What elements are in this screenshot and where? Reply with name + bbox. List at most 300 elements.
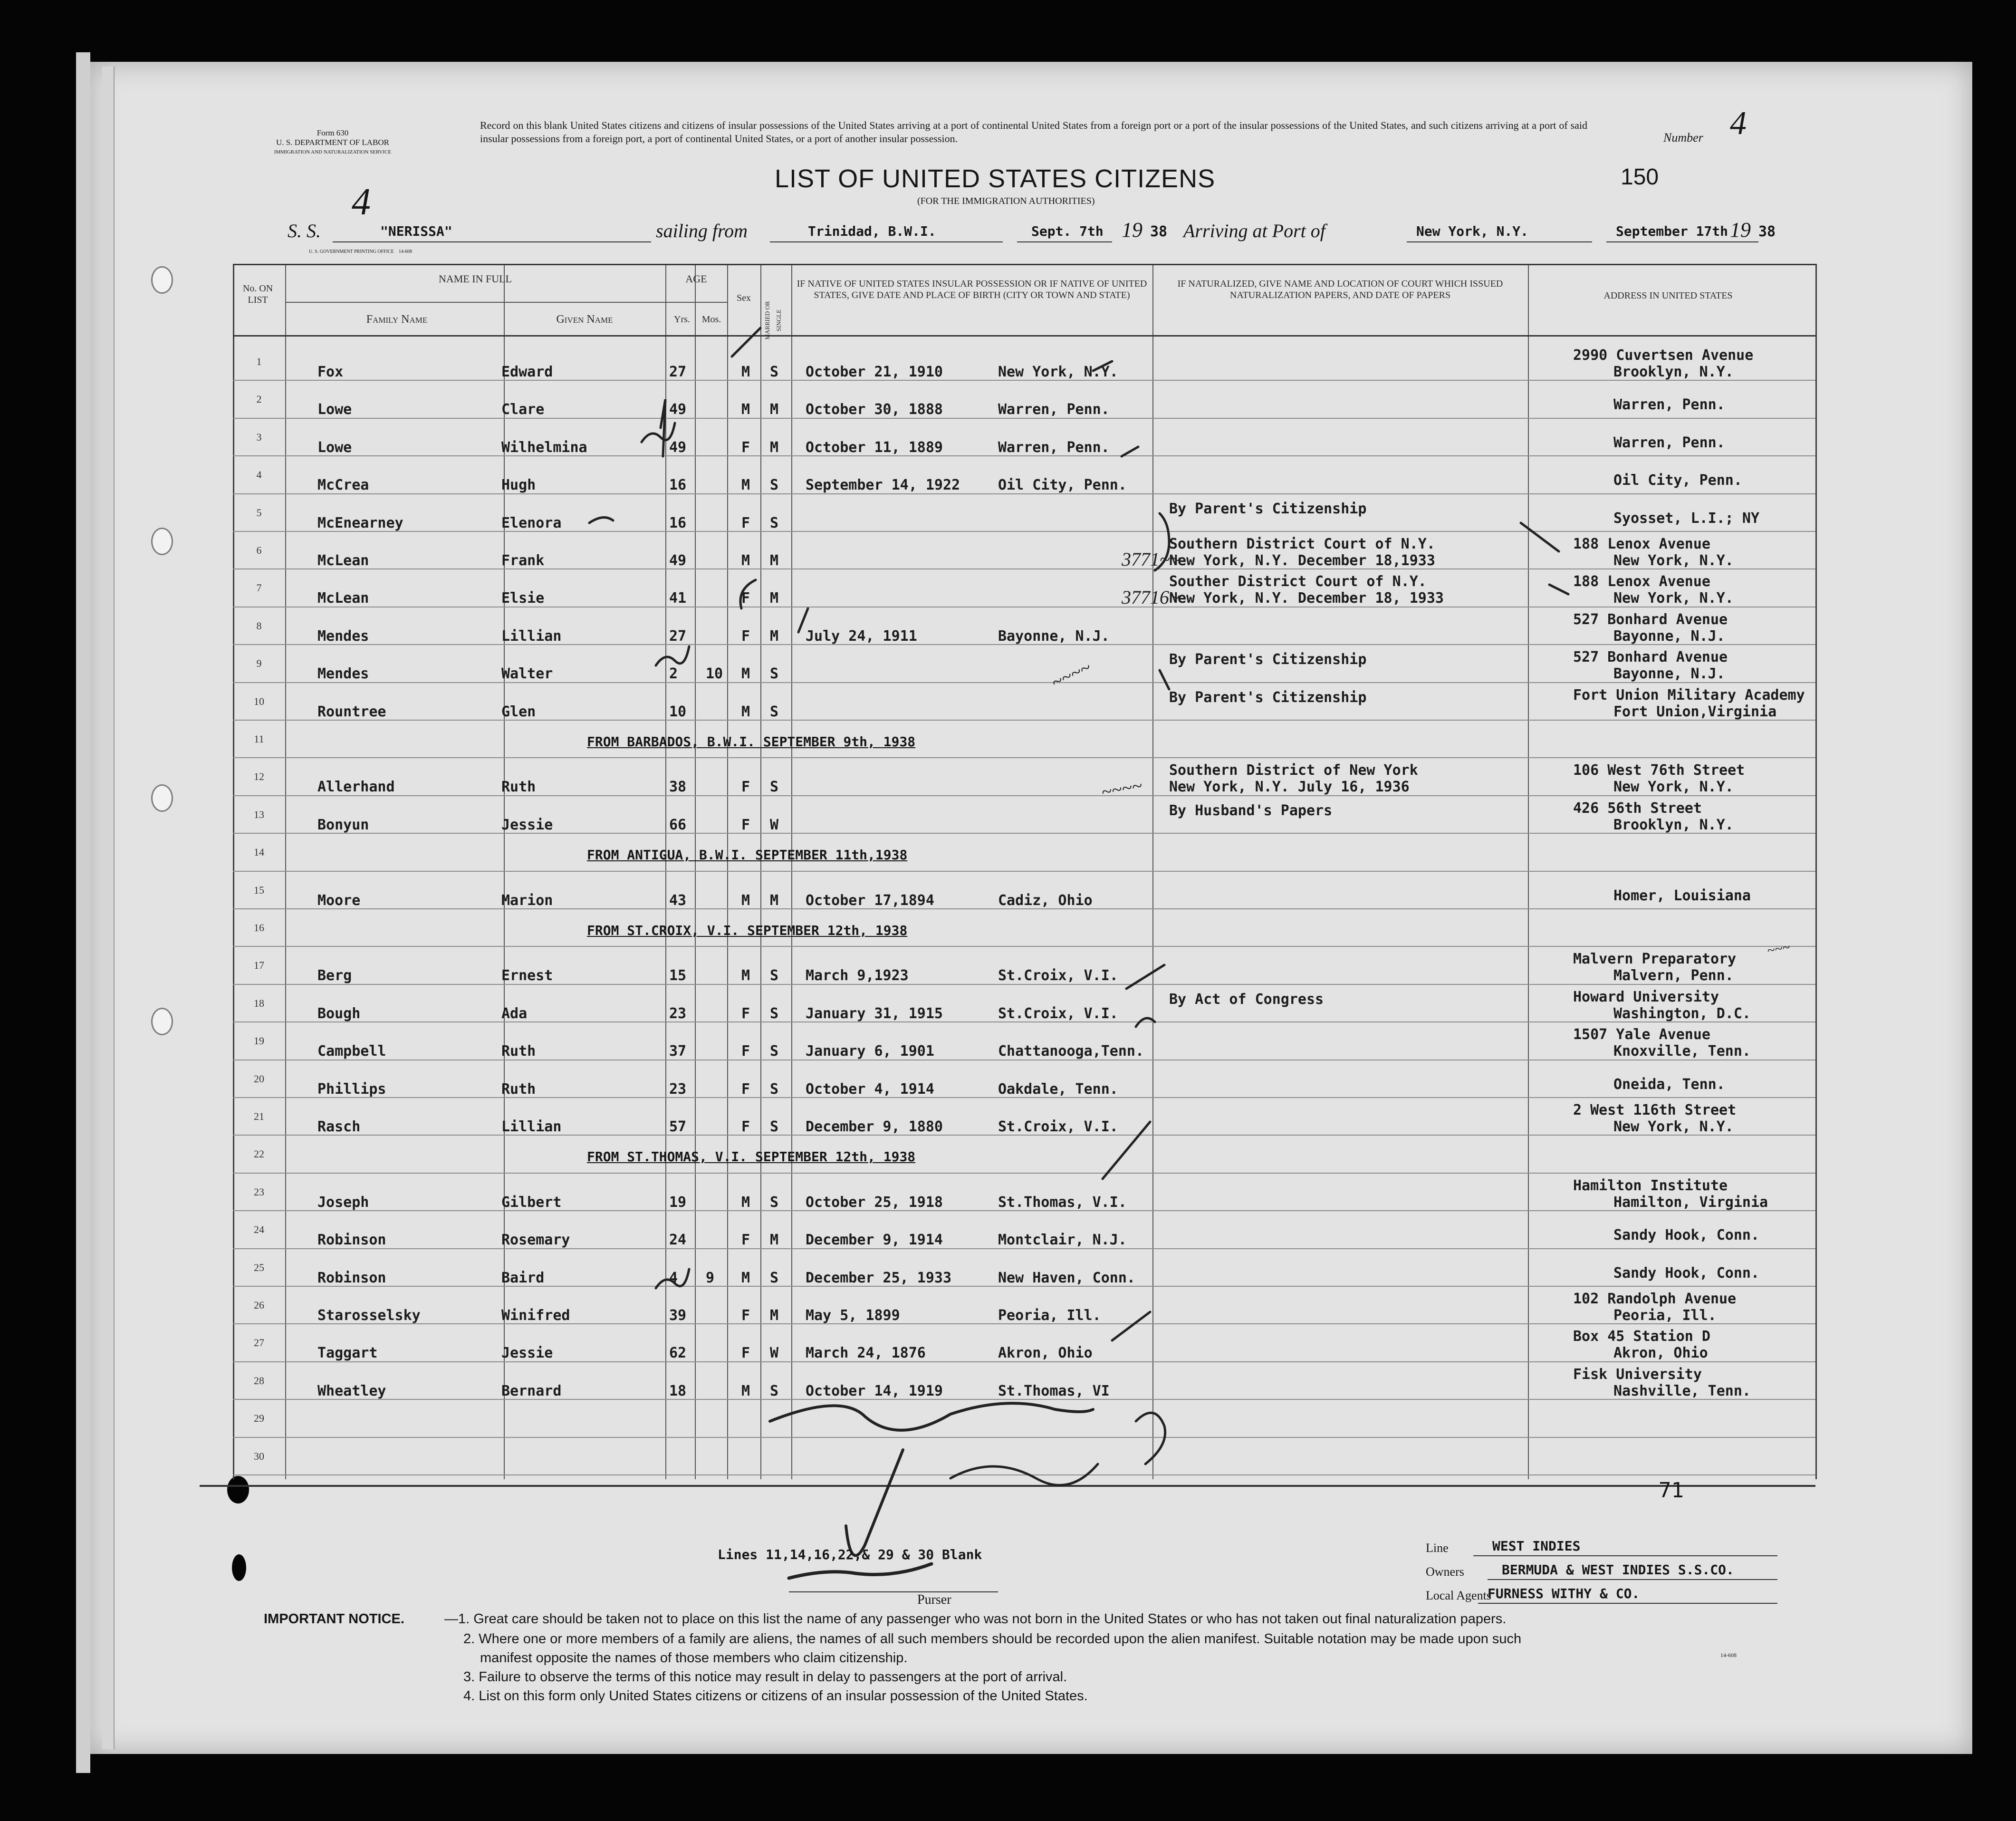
naturalization-court: By Parent's Citizenship: [1169, 689, 1367, 706]
given-name: Clare: [501, 401, 545, 418]
address-line-2: Malvern, Penn.: [1613, 967, 1734, 984]
purser-signature: [789, 1564, 931, 1578]
agents-label: Local Agents: [1426, 1589, 1491, 1602]
birth-date: December 25, 1933: [806, 1269, 952, 1286]
naturalization-court: By Husband's Papers: [1169, 802, 1333, 819]
line-label: Line: [1426, 1541, 1449, 1555]
row-number: 5: [256, 506, 262, 519]
address-line-1: Syosset, L.I.; NY: [1613, 510, 1760, 527]
address-line-2: Akron, Ohio: [1613, 1345, 1708, 1362]
family-name: Lowe: [317, 439, 352, 456]
address-line-2: New York, N.Y.: [1613, 779, 1734, 796]
family-name: Rasch: [317, 1118, 361, 1135]
address-line-1: Fort Union Military Academy: [1573, 686, 1805, 703]
address-line-1: Fisk University: [1573, 1366, 1702, 1383]
birth-date: October 4, 1914: [806, 1080, 934, 1098]
marital-status: M: [770, 590, 779, 607]
sex: F: [741, 590, 750, 607]
birth-date: May 5, 1899: [806, 1307, 900, 1324]
header-sex: Sex: [737, 293, 751, 303]
notice-item-2: 2. Where one or more members of a family are aliens, the names of all such members should be recorded upon the alien manifest. Suitable notation may be made upon such: [463, 1631, 1522, 1647]
row-number: 25: [254, 1261, 264, 1273]
sex: F: [741, 1345, 750, 1362]
sex: F: [741, 1232, 750, 1249]
birth-place: Bayonne, N.J.: [998, 627, 1110, 645]
address-line-1: Hamilton Institute: [1573, 1177, 1728, 1194]
check-mark: [1103, 1122, 1150, 1179]
sex: M: [741, 665, 750, 683]
birth-place: Montclair, N.J.: [998, 1232, 1127, 1249]
sex: F: [741, 1080, 750, 1098]
department: U. S. DEPARTMENT OF LABOR: [276, 138, 389, 147]
birth-date: October 30, 1888: [806, 401, 943, 418]
family-name: Bonyun: [317, 816, 369, 833]
header-name-in-full: NAME IN FULL: [439, 273, 512, 285]
header-naturalized: IF NATURALIZED, GIVE NAME AND LOCATION OF COURT WHICH ISSUED NATURALIZATION PAPERS, AND DATE OF PAPERS: [1177, 279, 1503, 300]
birth-place: Akron, Ohio: [998, 1345, 1093, 1362]
marital-status: M: [770, 552, 779, 569]
family-name: Allerhand: [317, 779, 395, 796]
check-mark: [1136, 1018, 1155, 1027]
given-name: Elsie: [501, 590, 545, 607]
handwritten-note: ~~~~: [1047, 656, 1094, 694]
notice-title: IMPORTANT NOTICE.: [264, 1611, 404, 1627]
given-name: Winifred: [501, 1307, 570, 1324]
check-mark: [1126, 965, 1164, 989]
signature: [1136, 1413, 1165, 1464]
form-title: LIST OF UNITED STATES CITIZENS: [775, 164, 1216, 193]
birth-date: January 31, 1915: [806, 1005, 943, 1022]
family-name: Moore: [317, 892, 361, 909]
owners-label: Owners: [1426, 1565, 1464, 1579]
row-number: 21: [254, 1110, 264, 1122]
given-name: Wilhelmina: [501, 439, 587, 456]
check-mark: [1521, 523, 1559, 551]
age-years: 16: [669, 477, 687, 494]
form-subtitle: (FOR THE IMMIGRATION AUTHORITIES): [917, 196, 1095, 206]
address-line-1: Howard University: [1573, 988, 1719, 1005]
printing-office: U. S. GOVERNMENT PRINTING OFFICE: [309, 249, 394, 254]
birth-place: New Haven, Conn.: [998, 1269, 1135, 1286]
age-years: 27: [669, 364, 687, 380]
row-number: 29: [254, 1412, 264, 1425]
arrival-date: September 17th: [1616, 223, 1728, 239]
address-line-2: Knoxville, Tenn.: [1613, 1043, 1751, 1060]
family-name: Mendes: [317, 665, 369, 683]
sex: F: [741, 627, 750, 645]
address-line-2: Nashville, Tenn.: [1613, 1382, 1751, 1399]
address-line-2: Hamilton, Virginia: [1613, 1194, 1768, 1211]
address-line-1: Oneida, Tenn.: [1613, 1076, 1725, 1093]
line-value: WEST INDIES: [1492, 1538, 1581, 1554]
given-name: Ernest: [501, 967, 553, 984]
marital-status: M: [770, 1307, 779, 1324]
birth-date: December 9, 1914: [806, 1232, 943, 1249]
given-name: Elenora: [501, 514, 562, 531]
marital-status: S: [770, 514, 779, 531]
birth-date: March 24, 1876: [806, 1345, 926, 1362]
address-line-1: Malvern Preparatory: [1573, 951, 1737, 968]
page-number: 71: [1659, 1478, 1684, 1503]
section-heading: FROM ANTIGUA, B.W.I. SEPTEMBER 11th,1938: [587, 847, 908, 863]
address-line-2: Brooklyn, N.Y.: [1613, 816, 1734, 833]
family-name: Starosselsky: [317, 1307, 421, 1324]
sailing-from: Trinidad, B.W.I.: [808, 223, 936, 239]
marital-status: M: [770, 627, 779, 645]
family-name: McLean: [317, 552, 369, 569]
row-number: 4: [256, 469, 262, 481]
check-mark: [1122, 447, 1138, 456]
address-line-2: Peoria, Ill.: [1613, 1307, 1717, 1324]
address-line-1: Box 45 Station D: [1573, 1328, 1710, 1345]
address-line-1: Warren, Penn.: [1613, 396, 1725, 414]
row-number: 6: [256, 544, 262, 556]
family-name: Fox: [317, 364, 344, 380]
sex: M: [741, 967, 750, 984]
address-line-1: Homer, Louisiana: [1613, 887, 1751, 904]
given-name: Ruth: [501, 1080, 536, 1098]
family-name: McLean: [317, 590, 369, 607]
family-name: McEnearney: [317, 514, 403, 531]
sex: M: [741, 477, 750, 494]
given-name: Ruth: [501, 779, 536, 796]
marital-status: S: [770, 1382, 779, 1399]
address-line-2: Bayonne, N.J.: [1613, 665, 1725, 683]
check-mark: [1112, 1312, 1150, 1340]
birth-date: January 6, 1901: [806, 1043, 934, 1060]
age-years: 49: [669, 552, 687, 569]
address-line-1: Warren, Penn.: [1613, 434, 1725, 451]
section-heading: FROM ST.THOMAS, V.I. SEPTEMBER 12th, 1938: [587, 1149, 916, 1165]
notice-item-1: —1. Great care should be taken not to place on this list the name of any passenger who was not born in the United States or who has not taken out final naturalization papers.: [444, 1611, 1507, 1627]
service-name: IMMIGRATION AND NATURALIZATION SERVICE: [274, 149, 392, 155]
age-years: 24: [669, 1232, 687, 1249]
marital-status: M: [770, 439, 779, 456]
ship-name: "NERISSA": [380, 223, 452, 239]
marital-status: M: [770, 1232, 779, 1249]
given-name: Hugh: [501, 477, 536, 494]
handwritten-initial: [656, 646, 689, 665]
family-name: Robinson: [317, 1232, 386, 1249]
given-name: Jessie: [501, 816, 553, 833]
naturalization-date: New York, N.Y. December 18,1933: [1169, 552, 1435, 569]
family-name: Lowe: [317, 401, 352, 418]
sailing-from-label: sailing from: [656, 220, 748, 241]
family-name: Berg: [317, 967, 352, 984]
check-mark: [732, 328, 760, 356]
birth-place: St.Thomas, VI: [998, 1382, 1110, 1399]
given-name: Ruth: [501, 1043, 536, 1060]
row-number: 14: [254, 846, 264, 858]
family-name: McCrea: [317, 477, 369, 494]
marital-status: S: [770, 364, 779, 380]
handwritten-note: 37716~: [1122, 587, 1180, 608]
address-line-2: New York, N.Y.: [1613, 552, 1734, 569]
naturalization-date: New York, N.Y. December 18, 1933: [1169, 590, 1444, 607]
given-name: Lillian: [501, 1118, 562, 1135]
sex: M: [741, 364, 750, 380]
header-address: ADDRESS IN UNITED STATES: [1603, 290, 1733, 301]
row-number: 2: [256, 393, 262, 405]
sex: M: [741, 401, 750, 418]
birth-date: October 17,1894: [806, 892, 934, 909]
birth-place: St.Thomas, V.I.: [998, 1194, 1127, 1211]
signature: [770, 1403, 1093, 1430]
address-line-1: 106 West 76th Street: [1573, 762, 1745, 779]
row-number: 8: [256, 619, 262, 632]
birth-place: Chattanooga,Tenn.: [998, 1043, 1144, 1060]
family-name: Mendes: [317, 627, 369, 645]
given-name: Lillian: [501, 627, 562, 645]
row-number: 10: [254, 695, 264, 707]
notice-item-2-cont: manifest opposite the names of those members who claim citizenship.: [480, 1650, 908, 1666]
address-line-1: 2990 Cuvertsen Avenue: [1573, 347, 1754, 364]
check-mark: [1093, 361, 1112, 371]
row-number: 28: [254, 1374, 264, 1387]
form-instructions: Record on this blank United States citizens and citizens of insular possessions of the United States arriving at a port of continental United States from a foreign port or a port of the insular possessions of the United States, and such citizens arriving at a port of said insular possessions from a foreign port, a port of continental United States, or a port of another insular possession.: [480, 119, 1587, 145]
address-line-2: Fort Union,Virginia: [1613, 703, 1777, 720]
address-line-2: Brooklyn, N.Y.: [1613, 364, 1734, 380]
age-years: 41: [669, 590, 687, 607]
age-years: 49: [669, 439, 687, 456]
address-line-1: 102 Randolph Avenue: [1573, 1291, 1737, 1307]
printing-code: 14-608: [398, 249, 413, 254]
address-line-1: Oil City, Penn.: [1613, 472, 1742, 489]
age-years: 37: [669, 1043, 687, 1060]
birth-place: Oil City, Penn.: [998, 477, 1127, 494]
birth-date: December 9, 1880: [806, 1118, 943, 1135]
age-years: 19: [669, 1194, 687, 1211]
given-name: Bernard: [501, 1382, 562, 1399]
row-number: 1: [256, 356, 262, 367]
check-mark: [1549, 585, 1568, 594]
age-years: 43: [669, 892, 687, 909]
sex: M: [741, 552, 750, 569]
given-name: Frank: [501, 552, 545, 569]
given-name: Jessie: [501, 1345, 553, 1362]
row-number: 16: [254, 922, 264, 934]
sex: F: [741, 1118, 750, 1135]
sex: M: [741, 703, 750, 720]
marital-status: S: [770, 1194, 779, 1211]
naturalization-court: Southern District Court of N.Y.: [1169, 536, 1435, 552]
blank-lines-note: Lines 11,14,16,22,& 29 & 30 Blank: [718, 1547, 982, 1562]
section-heading: FROM ST.CROIX, V.I. SEPTEMBER 12th, 1938: [587, 923, 908, 938]
family-name: Joseph: [317, 1194, 369, 1211]
birth-place: St.Croix, V.I.: [998, 967, 1118, 984]
header-given-name: Given Name: [556, 313, 613, 326]
naturalization-court: By Parent's Citizenship: [1169, 500, 1367, 517]
section-heading: FROM BARBADOS, B.W.I. SEPTEMBER 9th, 1938: [587, 734, 916, 750]
purser-label: Purser: [917, 1592, 951, 1607]
sailing-date: Sept. 7th: [1031, 223, 1104, 239]
notice-item-3: 3. Failure to observe the terms of this notice may result in delay to passengers at the port of arrival.: [463, 1669, 1067, 1685]
age-years: 2: [669, 665, 678, 683]
address-line-2: New York, N.Y.: [1613, 1118, 1734, 1135]
number-label: Number: [1663, 131, 1703, 145]
address-line-1: Sandy Hook, Conn.: [1613, 1227, 1760, 1244]
handwritten-note: 3771~~: [1122, 549, 1181, 570]
birth-date: October 25, 1918: [806, 1194, 943, 1211]
family-name: Taggart: [317, 1345, 378, 1362]
address-line-1: 426 56th Street: [1573, 800, 1702, 817]
row-number: 20: [254, 1072, 264, 1085]
birth-date: September 14, 1922: [806, 477, 960, 494]
handwritten-initial: [656, 1269, 689, 1288]
marital-status: M: [770, 892, 779, 909]
marital-status: S: [770, 1043, 779, 1060]
header-married-or-single: MARRIED OR SINGLE: [764, 301, 782, 340]
row-number: 19: [254, 1035, 264, 1047]
handwritten-initial: [642, 423, 675, 442]
address-line-1: 2 West 116th Street: [1573, 1102, 1737, 1118]
age-years: 57: [669, 1118, 687, 1135]
age-years: 23: [669, 1080, 687, 1098]
birth-date: October 14, 1919: [806, 1382, 943, 1399]
marital-status: S: [770, 1005, 779, 1022]
given-name: Marion: [501, 892, 553, 909]
handwritten-note: ~~~: [1766, 939, 1792, 959]
notice-item-4: 4. List on this form only United States citizens or citizens of an insular possession of the United States.: [463, 1688, 1088, 1704]
naturalization-court: Souther District Court of N.Y.: [1169, 573, 1427, 590]
check-mark: [740, 580, 756, 608]
naturalization-court: Southern District of New York: [1169, 762, 1418, 779]
row-number: 11: [254, 733, 264, 745]
family-name: Robinson: [317, 1269, 386, 1286]
address-line-1: 188 Lenox Avenue: [1573, 573, 1710, 590]
arrival-port: New York, N.Y.: [1416, 223, 1529, 239]
row-number: 24: [254, 1224, 264, 1236]
bracket: [661, 399, 665, 456]
marital-status: M: [770, 401, 779, 418]
naturalization-court: By Parent's Citizenship: [1169, 651, 1367, 668]
naturalization-date: New York, N.Y. July 16, 1936: [1169, 779, 1410, 796]
row-number: 22: [254, 1148, 264, 1160]
sex: F: [741, 816, 750, 833]
marital-status: S: [770, 477, 779, 494]
sailing-year: 38: [1150, 223, 1168, 240]
given-name: Glen: [501, 703, 536, 720]
marital-status: W: [770, 1345, 779, 1362]
age-years: 66: [669, 816, 687, 833]
marital-status: W: [770, 816, 779, 833]
stamp-number: 150: [1621, 164, 1659, 190]
row-number: 30: [254, 1450, 264, 1462]
address-line-2: Washington, D.C.: [1613, 1005, 1751, 1022]
sex: M: [741, 892, 750, 909]
row-number: 9: [256, 657, 262, 670]
birth-place: Oakdale, Tenn.: [998, 1080, 1118, 1098]
birth-date: October 11, 1889: [806, 439, 943, 456]
given-name: Gilbert: [501, 1194, 562, 1211]
sex: F: [741, 1043, 750, 1060]
family-name: Rountree: [317, 703, 386, 720]
age-years: 39: [669, 1307, 687, 1324]
address-line-1: 1507 Yale Avenue: [1573, 1026, 1710, 1043]
ss-handwritten: 4: [352, 181, 371, 223]
marital-status: S: [770, 1080, 779, 1098]
family-name: Wheatley: [317, 1382, 386, 1399]
sex: F: [741, 514, 750, 531]
birth-place: St.Croix, V.I.: [998, 1005, 1118, 1022]
handwritten-note: ~~~~: [1099, 774, 1144, 803]
header-family-name: Family Name: [366, 313, 428, 326]
signature: [950, 1464, 1098, 1485]
check-mark: [798, 608, 808, 632]
header-no-on-list: No. ON LIST: [242, 283, 273, 305]
header-birth: IF NATIVE OF UNITED STATES INSULAR POSSESSION OR IF NATIVE OF UNITED STATES, GIVE DATE AND PLACE OF BIRTH (CITY OR TOWN AND STATE): [797, 279, 1147, 300]
birth-date: October 21, 1910: [806, 364, 943, 380]
age-months: 10: [706, 665, 723, 683]
row-number: 15: [254, 884, 264, 896]
header-age: AGE: [685, 273, 707, 285]
bottom-code: 14-608: [1720, 1652, 1737, 1658]
family-name: Bough: [317, 1005, 361, 1022]
age-years: 27: [669, 627, 687, 645]
address-line-1: 527 Bonhard Avenue: [1573, 649, 1728, 666]
birth-place: Warren, Penn.: [998, 439, 1110, 456]
sex: F: [741, 439, 750, 456]
sex: F: [741, 1307, 750, 1324]
given-name: Rosemary: [501, 1232, 570, 1249]
age-years: 18: [669, 1382, 687, 1399]
agents-value: FURNESS WITHY & CO.: [1488, 1586, 1640, 1601]
row-number: 7: [256, 582, 262, 594]
given-name: Walter: [501, 665, 553, 683]
arrival-year: 38: [1758, 223, 1776, 240]
age-years: 15: [669, 967, 687, 984]
owners-value: BERMUDA & WEST INDIES S.S.CO.: [1502, 1562, 1734, 1578]
number-value: 4: [1730, 105, 1747, 142]
age-months: 9: [706, 1269, 715, 1286]
address-line-1: Sandy Hook, Conn.: [1613, 1264, 1760, 1281]
row-number: 13: [254, 808, 264, 820]
arriving-label: Arriving at Port of: [1183, 220, 1325, 241]
age-years: 23: [669, 1005, 687, 1022]
row-number: 3: [256, 431, 262, 443]
address-line-1: 527 Bonhard Avenue: [1573, 611, 1728, 628]
naturalization-court: By Act of Congress: [1169, 991, 1324, 1008]
marital-status: S: [770, 967, 779, 984]
ss-label: S. S.: [288, 220, 321, 241]
sex: M: [741, 1269, 750, 1286]
address-line-2: Bayonne, N.J.: [1613, 627, 1725, 645]
row-number: 12: [254, 771, 264, 783]
given-name: Ada: [501, 1005, 528, 1022]
family-name: Phillips: [317, 1080, 386, 1098]
age-years: 4: [669, 1269, 678, 1286]
sex: M: [741, 1194, 750, 1211]
marital-status: S: [770, 1269, 779, 1286]
header-yrs: Yrs.: [674, 314, 690, 325]
sailing-year-prefix: 19: [1122, 218, 1142, 241]
birth-date: July 24, 1911: [806, 627, 917, 645]
birth-place: Peoria, Ill.: [998, 1307, 1101, 1324]
birth-place: St.Croix, V.I.: [998, 1118, 1118, 1135]
birth-place: New York, N.Y.: [998, 364, 1118, 380]
birth-date: March 9,1923: [806, 967, 909, 984]
birth-place: Warren, Penn.: [998, 401, 1110, 418]
signature: [846, 1450, 903, 1556]
row-number: 27: [254, 1337, 264, 1349]
check-mark: [1160, 670, 1169, 689]
form-number: Form 630: [317, 128, 349, 137]
age-years: 10: [669, 703, 687, 720]
age-years: 16: [669, 514, 687, 531]
sex: F: [741, 779, 750, 796]
marital-status: S: [770, 703, 779, 720]
sex: F: [741, 1005, 750, 1022]
